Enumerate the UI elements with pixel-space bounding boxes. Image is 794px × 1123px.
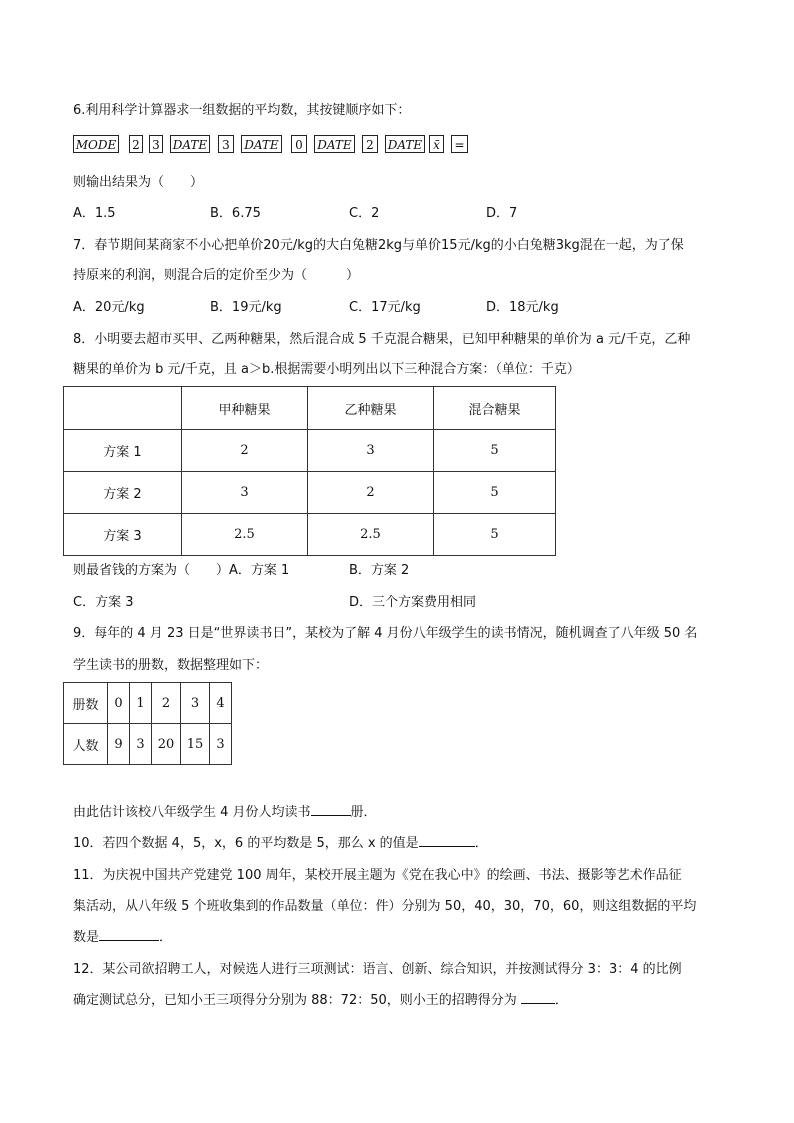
q12-line2-pre: 确定测试总分，已知小王三项得分分别为 88：72：50，则小王的招聘得分为 <box>73 993 517 1008</box>
table-cell: 1 <box>130 683 152 724</box>
q8-header-cell: 混合糖果 <box>434 387 556 430</box>
answer-blank <box>419 834 475 847</box>
q6-result-prompt: 则输出结果为（ ） <box>73 175 204 190</box>
table-cell: 方案 2 <box>64 472 182 514</box>
key-date: DATE <box>385 135 425 153</box>
key-2: 2 <box>362 135 378 153</box>
table-cell: 0 <box>108 683 130 724</box>
table-cell: 15 <box>181 724 210 765</box>
q10-line <box>73 834 488 854</box>
q10-pre: 10．若四个数据 4，5，x，6 的平均数是 5，那么 x 的值是 <box>73 836 419 851</box>
table-cell: 3 <box>182 472 308 514</box>
q6-option-b: B．6.75 <box>210 206 261 221</box>
key-0: 0 <box>291 135 307 153</box>
q9-conclusion-pre: 由此估计该校八年级学生 4 月份人均读书 <box>73 805 311 820</box>
table-cell: 4 <box>210 683 232 724</box>
q10-post: ． <box>474 836 488 851</box>
q6-option-c: C．2 <box>349 206 380 221</box>
key-3: 3 <box>149 135 163 153</box>
key-mean: x̄ <box>429 135 444 153</box>
q7-option-d: D．18元/kg <box>486 300 559 315</box>
q11-line3 <box>73 928 172 948</box>
q7-line2: 持原来的利润，则混合后的定价至少为（ ） <box>73 268 360 283</box>
table-cell: 3 <box>130 724 152 765</box>
table-cell: 5 <box>434 514 556 556</box>
table-cell: 3 <box>308 430 434 472</box>
q12-line1: 12．某公司欲招聘工人，对候选人进行三项测试：语言、创新、综合知识，并按测试得分 3：3：4 的比例 <box>73 962 682 977</box>
table-row <box>64 472 556 514</box>
key-date: DATE <box>241 135 282 153</box>
table-cell: 人数 <box>64 724 108 765</box>
q8-after-table: 则最省钱的方案为（ ）A．方案 1 <box>73 563 290 578</box>
table-cell: 方案 1 <box>64 430 182 472</box>
q9-line2: 学生读书的册数，数据整理如下： <box>73 658 269 673</box>
table-row <box>64 683 232 724</box>
table-cell: 3 <box>181 683 210 724</box>
q9-conclusion-post: 册． <box>350 805 377 820</box>
q8-line2: 糖果的单价为 b 元/千克，且 a＞b.根据需要小明列出以下三种混合方案：（单位：千克） <box>73 362 580 377</box>
q9-line1: 9．每年的 4 月 23 日是“世界读书日”，某校为了解 4 月份八年级学生的读书情况，随机调查了八年级 50 名 <box>73 626 698 641</box>
q7-option-c: C．17元/kg <box>349 300 421 315</box>
table-cell: 5 <box>434 430 556 472</box>
q8-header-cell: 乙种糖果 <box>308 387 434 430</box>
key-mode: MODE <box>73 135 119 153</box>
q6-option-a: A．1.5 <box>73 206 116 221</box>
table-cell: 册数 <box>64 683 108 724</box>
q6-option-d: D．7 <box>486 206 518 221</box>
q11-line3-pre: 数是 <box>73 930 100 945</box>
q12-line2-post: ． <box>554 993 568 1008</box>
q8-header-cell <box>64 387 182 430</box>
table-row <box>64 430 556 472</box>
key-date: DATE <box>314 135 355 153</box>
table-cell: 9 <box>108 724 130 765</box>
q6-stem: 6.利用科学计算器求一组数据的平均数，其按键顺序如下： <box>73 103 411 118</box>
q8-option-c: C．方案 3 <box>73 595 134 610</box>
q7-line1: 7．春节期间某商家不小心把单价20元/kg的大白兔糖2kg与单价15元/kg的小白兔糖3kg混在一起，为了保 <box>73 238 684 253</box>
answer-blank <box>99 928 159 941</box>
table-cell: 2 <box>308 472 434 514</box>
q11-line2: 集活动，从八年级 5 个班收集到的作品数量（单位：件）分别为 50，40，30，70，60，则这组数据的平均 <box>73 899 697 914</box>
q11-line3-post: ． <box>159 930 173 945</box>
table-cell: 3 <box>210 724 232 765</box>
q8-option-b: B．方案 2 <box>349 563 410 578</box>
q8-header-cell: 甲种糖果 <box>182 387 308 430</box>
key-2: 2 <box>129 135 143 153</box>
table-cell: 方案 3 <box>64 514 182 556</box>
key-equals: = <box>451 135 468 153</box>
table-cell: 2.5 <box>182 514 308 556</box>
table-cell: 20 <box>152 724 181 765</box>
q8-option-d: D．三个方案费用相同 <box>349 595 477 610</box>
key-3: 3 <box>218 135 234 153</box>
key-date: DATE <box>170 135 210 153</box>
table-cell: 5 <box>434 472 556 514</box>
q9-table <box>63 682 232 765</box>
q9-conclusion <box>73 803 377 823</box>
q11-line1: 11．为庆祝中国共产党建党 100 周年，某校开展主题为《党在我心中》的绘画、书法、摄影等艺术作品征 <box>73 868 682 883</box>
answer-blank <box>311 803 351 816</box>
q12-line2 <box>73 991 568 1011</box>
table-cell: 2 <box>152 683 181 724</box>
table-row <box>64 724 232 765</box>
answer-blank <box>521 991 555 1004</box>
q8-table <box>63 386 556 556</box>
table-cell: 2 <box>182 430 308 472</box>
q7-option-b: B．19元/kg <box>210 300 282 315</box>
table-cell: 2.5 <box>308 514 434 556</box>
table-row <box>64 514 556 556</box>
q8-line1: 8．小明要去超市买甲、乙两种糖果，然后混合成 5 千克混合糖果，已知甲种糖果的单价为 a 元/千克，乙种 <box>73 332 691 347</box>
q7-option-a: A．20元/kg <box>73 300 145 315</box>
